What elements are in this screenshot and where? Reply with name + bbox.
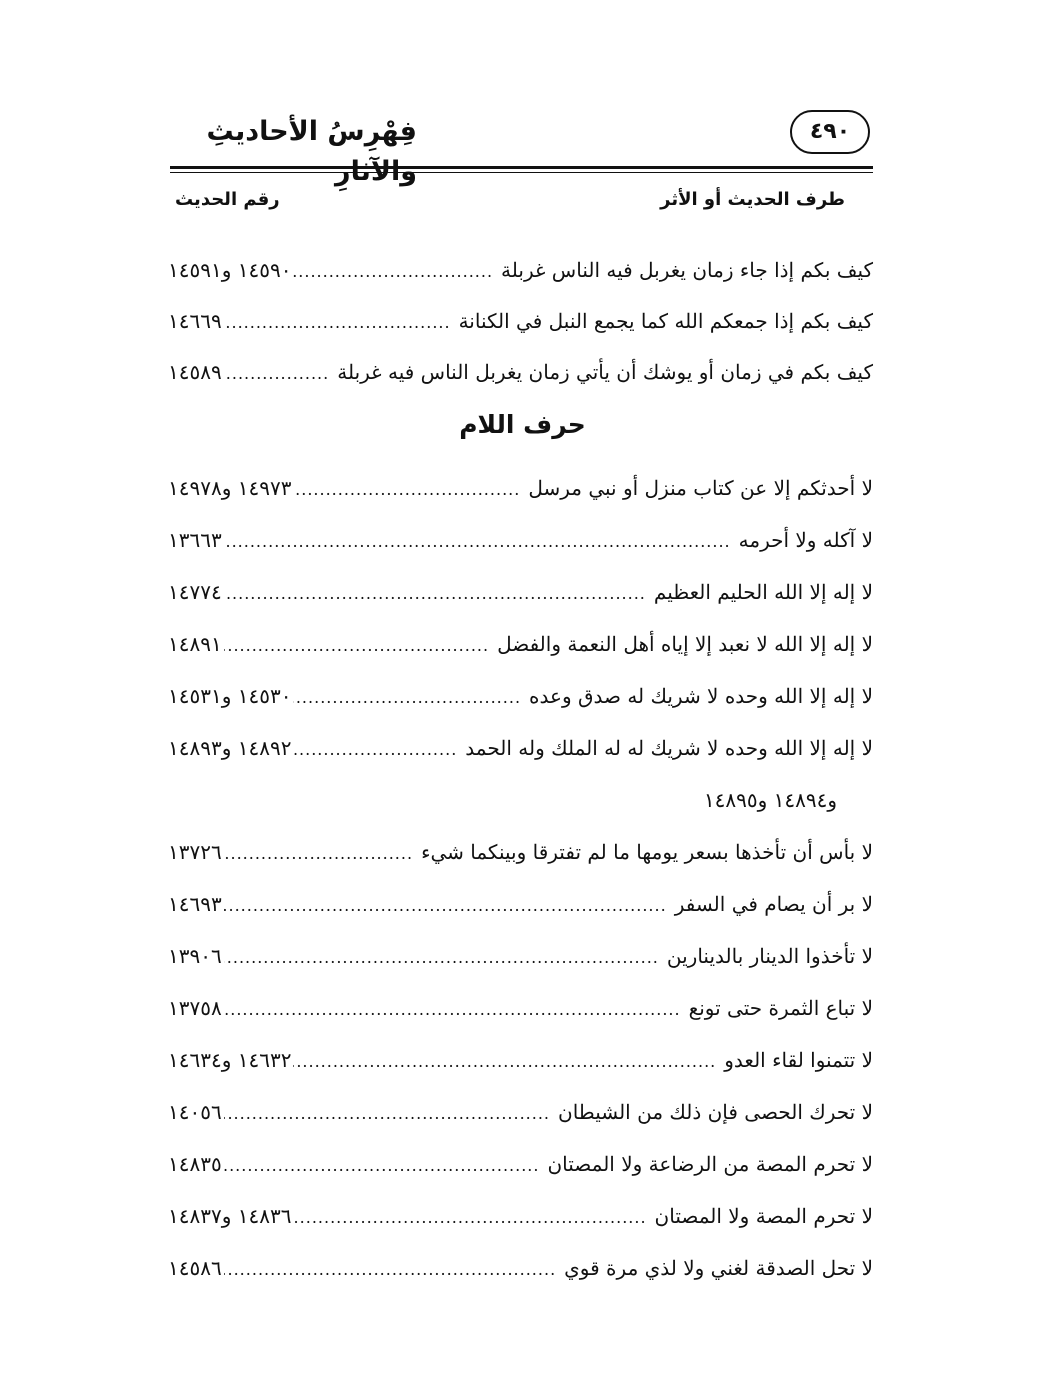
dot-leader (224, 938, 659, 978)
index-entry (168, 1144, 873, 1184)
index-entry (168, 1040, 873, 1080)
entry-number: ١٤٦٣٢ و١٤٦٣٤ (168, 1048, 292, 1072)
header-rule-thin (170, 172, 873, 173)
entry-number: ١٤٥٣٠ و١٤٥٣١ (168, 684, 292, 708)
entry-text: لا إله إلا الله وحده لا شريك له صدق وعده (529, 684, 873, 708)
entry-number: ١٣٦٦٣ (168, 528, 222, 552)
index-entry (168, 936, 873, 976)
entry-text: لا آكله ولا أحرمه (738, 528, 873, 552)
entry-text: لا تحرم المصة من الرضاعة ولا المصتان (547, 1152, 873, 1176)
dot-leader (224, 834, 413, 874)
entry-number: ١٤٦٩٣ (168, 892, 222, 916)
entry-number: ١٣٧٢٦ (168, 840, 222, 864)
column-heading-hadith: طرف الحديث أو الأثر (660, 189, 845, 210)
entry-text: لا تحرم المصة ولا المصتان (654, 1204, 873, 1228)
dot-leader (224, 574, 646, 614)
index-entry (168, 1248, 873, 1288)
entry-number: ١٤٦٦٩ (168, 309, 222, 333)
column-heading-number: رقم الحديث (175, 189, 280, 210)
entry-text: كيف بكم إذا جاء زمان يغربل فيه الناس غربلة (501, 258, 873, 282)
dot-leader (293, 678, 521, 718)
index-entry (168, 468, 873, 508)
dot-leader (293, 252, 493, 292)
dot-leader (224, 522, 731, 562)
entry-text: لا إله إلا الله لا نعبد إلا إياه أهل النعمة والفضل (497, 632, 873, 656)
section-heading: حرف اللام (459, 410, 586, 439)
index-entry (168, 520, 873, 560)
entry-number: ١٤٨٩١ (168, 632, 222, 656)
entry-text: لا أحدثكم إلا عن كتاب منزل أو نبي مرسل (528, 476, 873, 500)
index-entry (168, 1196, 873, 1236)
page-number: ٤٩٠ (790, 110, 870, 154)
entry-text: لا إله إلا الله وحده لا شريك له له الملك وله الحمد (465, 736, 873, 760)
index-entry (168, 352, 873, 392)
entry-text: لا تتمنوا لقاء العدو (724, 1048, 873, 1072)
entry-text: كيف بكم في زمان أو يوشك أن يأتي زمان يغربل الناس فيه غربلة (337, 360, 873, 384)
entry-text: لا تباع الثمرة حتى تونع (688, 996, 873, 1020)
dot-leader (293, 1198, 646, 1238)
entry-number: ١٤٥٨٩ (168, 360, 222, 384)
dot-leader (293, 470, 520, 510)
entry-number: ١٤٨٣٥ (168, 1152, 222, 1176)
entry-number: ١٤٧٧٤ (168, 580, 222, 604)
entry-text: لا تحرك الحصى فإن ذلك من الشيطان (558, 1100, 873, 1124)
index-entry (168, 250, 873, 290)
dot-leader (224, 626, 489, 666)
dot-leader (224, 1094, 550, 1134)
entry-number: ١٣٧٥٨ (168, 996, 222, 1020)
dot-leader (224, 303, 451, 343)
entry-text: لا بر أن يصام في السفر (674, 892, 873, 916)
index-entry (168, 572, 873, 612)
dot-leader (224, 1146, 540, 1186)
entry-number: ١٤٠٥٦ (168, 1100, 222, 1124)
entry-text: لا تأخذوا الدينار بالدينارين (666, 944, 873, 968)
dot-leader (224, 354, 330, 394)
entry-number: ١٤٥٨٦ (168, 1256, 222, 1280)
dot-leader (224, 886, 667, 926)
entry-text: لا بأس أن تأخذها بسعر يومها ما لم تفترقا وبينكما شيء (421, 840, 873, 864)
dot-leader (224, 1250, 556, 1290)
index-entry (168, 728, 873, 768)
dot-leader (224, 990, 681, 1030)
index-entry (168, 301, 873, 341)
entry-number: ١٤٩٧٣ و١٤٩٧٨ (168, 476, 292, 500)
entry-number: ١٤٨٣٦ و١٤٨٣٧ (168, 1204, 292, 1228)
running-title: فِهْرِسُ الأحاديثِ (206, 116, 417, 147)
index-entry (168, 884, 873, 924)
index-entry (168, 676, 873, 716)
index-entry (168, 1092, 873, 1132)
dot-leader (293, 1042, 716, 1082)
index-entry (168, 988, 873, 1028)
entry-text: كيف بكم إذا جمعكم الله كما يجمع النبل في الكنانة (458, 309, 873, 333)
entry-text: لا إله إلا الله الحليم العظيم (653, 580, 873, 604)
entry-continuation: و١٤٨٩٤ و١٤٨٩٥ (703, 788, 837, 812)
entry-text: لا تحل الصدقة لغني ولا لذي مرة قوي (564, 1256, 873, 1280)
header-rule-thick (170, 166, 873, 169)
dot-leader (293, 730, 457, 770)
entry-number: ١٤٨٩٢ و١٤٨٩٣ (168, 736, 292, 760)
entry-number: ١٤٥٩٠ و١٤٥٩١ (168, 258, 292, 282)
index-entry (168, 624, 873, 664)
index-entry (168, 832, 873, 872)
entry-number: ١٣٩٠٦ (168, 944, 222, 968)
